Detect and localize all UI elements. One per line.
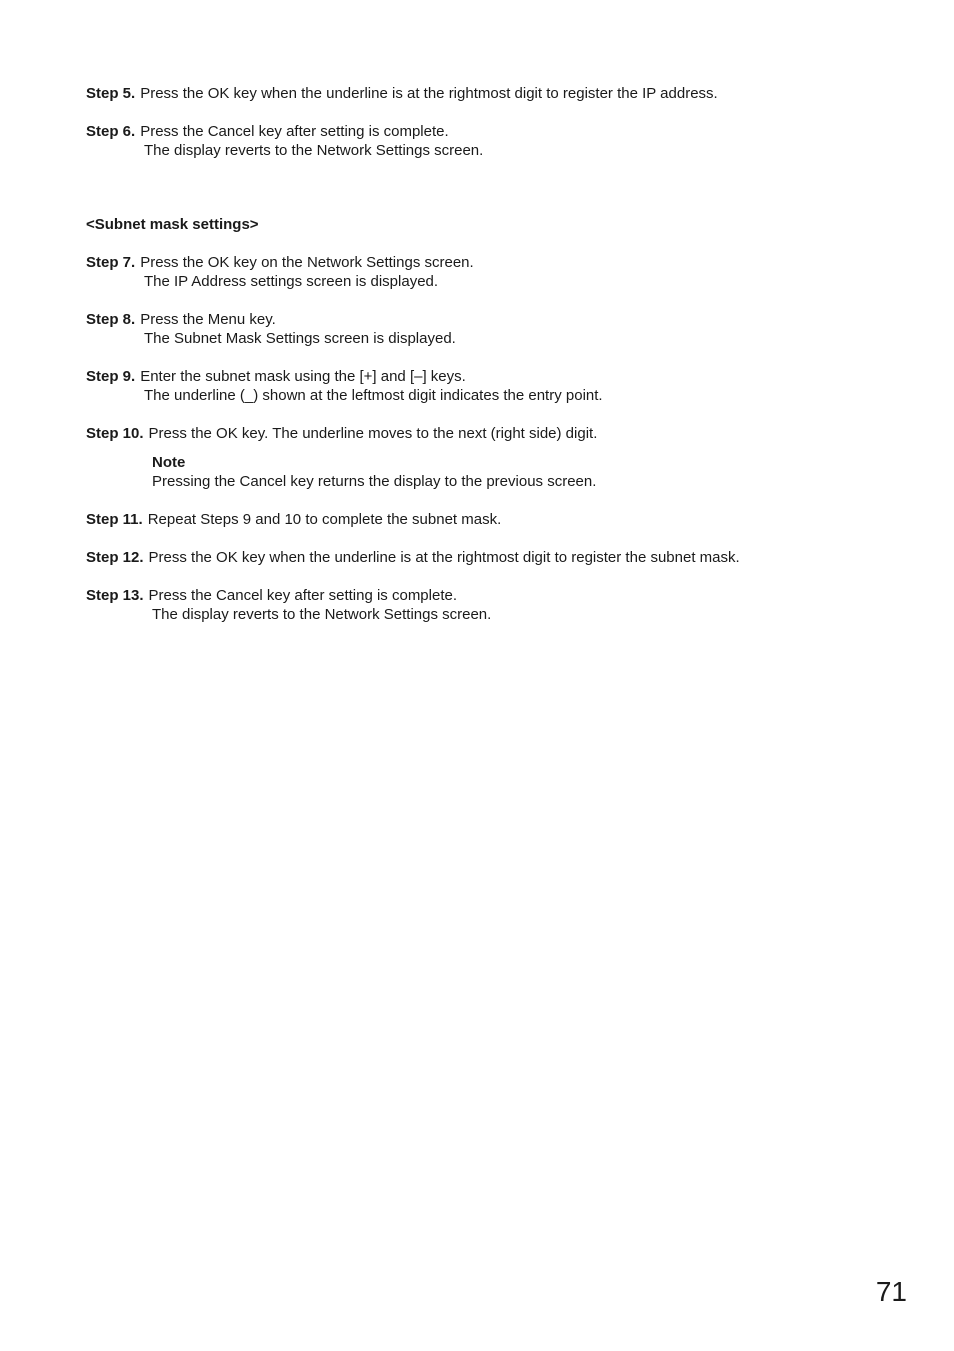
step-text: Press the OK key when the underline is at the rightmost digit to register the subnet mask. <box>148 549 740 566</box>
step-label: Step 5. <box>86 85 136 102</box>
step-line <box>86 586 906 605</box>
step-line <box>86 367 906 386</box>
step-label: Step 11. <box>86 511 143 528</box>
step-label: Step 7. <box>86 254 136 271</box>
step-line <box>86 548 906 567</box>
step-label: Step 6. <box>86 123 136 140</box>
step-13 <box>86 586 906 624</box>
step-text: Press the OK key when the underline is at the rightmost digit to register the IP address. <box>140 85 718 102</box>
step-label: Step 8. <box>86 311 136 328</box>
step-label: Step 9. <box>86 368 136 385</box>
step-8 <box>86 310 906 348</box>
step-label: Step 10. <box>86 425 144 442</box>
step-text: Press the OK key on the Network Settings screen. <box>140 254 474 271</box>
step-line <box>86 510 906 529</box>
manual-page <box>86 84 906 643</box>
step-subtext: The IP Address settings screen is displayed. <box>144 273 439 290</box>
step-11 <box>86 510 906 529</box>
step-label: Step 12. <box>86 549 144 566</box>
step-label: Step 13. <box>86 587 144 604</box>
step-5 <box>86 84 906 103</box>
step-6 <box>86 122 906 160</box>
note-title: Note <box>152 454 186 471</box>
step-line <box>86 424 906 443</box>
step-text: Press the Cancel key after setting is complete. <box>148 587 458 604</box>
step-text: Press the Cancel key after setting is complete. <box>140 123 449 140</box>
step-text: Press the Menu key. <box>140 311 276 328</box>
step-line <box>86 310 906 329</box>
step-subtext: The underline (_) shown at the leftmost digit indicates the entry point. <box>144 387 603 404</box>
step-12 <box>86 548 906 567</box>
step-10 <box>86 424 906 443</box>
step-line <box>86 253 906 272</box>
step-9 <box>86 367 906 405</box>
step-text: Repeat Steps 9 and 10 to complete the subnet mask. <box>147 511 502 528</box>
step-subtext: The display reverts to the Network Settings screen. <box>144 142 484 159</box>
section-heading-subnet-mask: <Subnet mask settings> <box>86 216 259 233</box>
step-subtext: The display reverts to the Network Settings screen. <box>152 606 492 623</box>
note-block <box>86 453 906 491</box>
note-text: Pressing the Cancel key returns the display to the previous screen. <box>152 473 597 490</box>
step-text: Enter the subnet mask using the [+] and [–] keys. <box>140 368 466 385</box>
page-number: 71 <box>875 1276 907 1307</box>
step-text: Press the OK key. The underline moves to the next (right side) digit. <box>148 425 598 442</box>
step-7 <box>86 253 906 291</box>
step-line <box>86 84 906 103</box>
step-line <box>86 122 906 141</box>
step-subtext: The Subnet Mask Settings screen is displayed. <box>144 330 456 347</box>
